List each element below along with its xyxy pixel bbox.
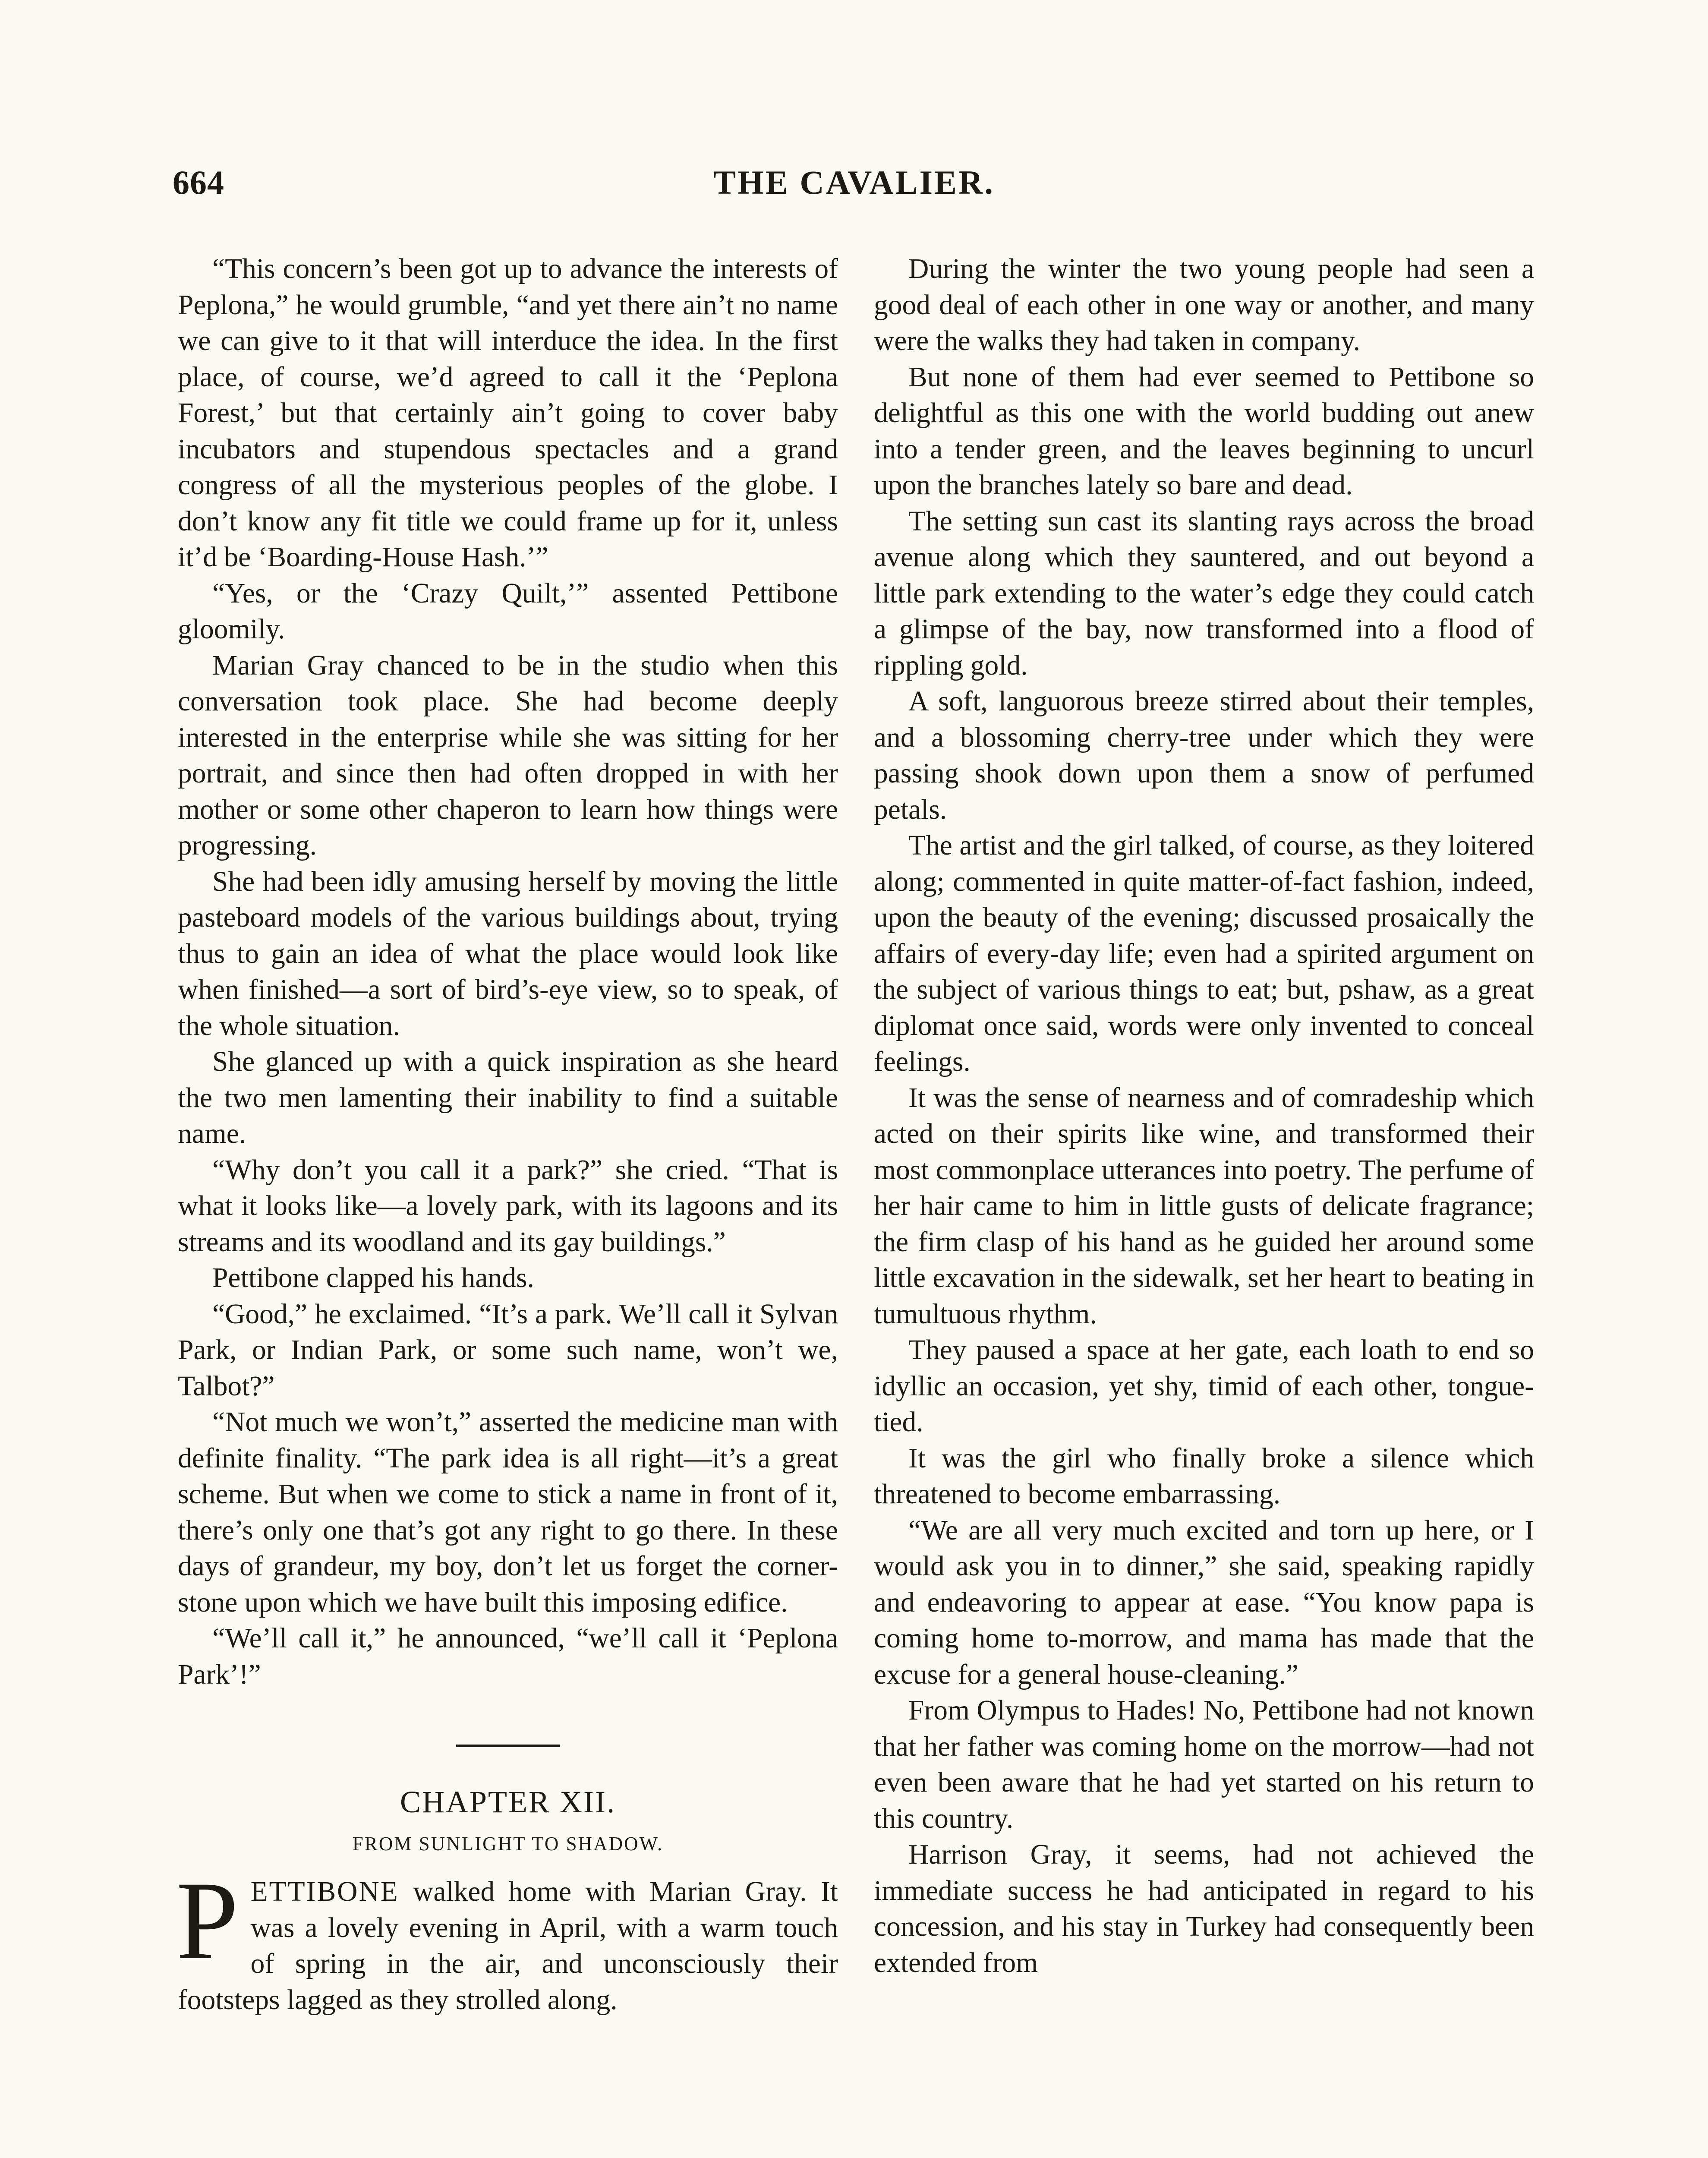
paragraph: “Yes, or the ‘Crazy Quilt,’” assented Pettibone gloomily. [178,577,838,645]
paragraph: “We’ll call it,” he announced, “we’ll call it ‘Peplona Park’!” [178,1623,838,1690]
paragraph: Marian Gray chanced to be in the studio when this conversation took place. She had become deeply interested in the enterprise while she was sitting for her portrait, and since then had often dropped in with her mother or some other chaperon to learn how things were progressing. [178,650,838,861]
paragraph: She glanced up with a quick inspiration as she heard the two men lamenting their inability to find a suitable name. [178,1046,838,1149]
chapter-divider-rule [456,1745,560,1747]
opening-text: walked home with Marian Gray. It was a lovely evening in April, with a warm touch of spring in the air, and unconsciously their footsteps lagged as they strolled along. [178,1876,838,2016]
paragraph: “This concern’s been got up to advance the interests of Peplona,” he would grumble, “and yet there ain’t no name we can give to it that will interduce the idea. In the first place, of course, we’d agreed to call it the ‘Peplona Forest,’ but that certainly ain’t going to cover baby incubators and stupendous spectacles and a grand congress of all the mysterious peoples of the globe. I don’t know any fit title we could frame up for it, unless it’d be ‘Boarding-House Hash.’” [178,253,838,573]
paragraph: Pettibone clapped his hands. [212,1262,534,1294]
left-column [178,251,838,2018]
paragraph: “We are all very much excited and torn up here, or I would ask you in to dinner,” she said, speaking rapidly and endeavoring to appear at ease. “You know papa is coming home to-morrow, and mama has made that the excuse for a general house-cleaning.” [874,1514,1534,1690]
paragraph: “Why don’t you call it a park?” she cried. “That is what it looks like—a lovely park, with its lagoons and its streams and its woodland and its gay buildings.” [178,1154,838,1258]
paragraph: It was the girl who finally broke a silence which threatened to become embarrassing. [874,1442,1534,1510]
paragraph: The artist and the girl talked, of course, as they loitered along; commented in quite matter-of-fact fashion, indeed, upon the beauty of the evening; discussed prosaically the affairs of every-day life; even had a spirited argument on the subject of various things to eat; but, pshaw, as a great diplomat once said, words were only invented to conceal feelings. [874,830,1534,1077]
paragraph: The setting sun cast its slanting rays across the broad avenue along which they sauntered, and out beyond a little park extending to the water’s edge they could catch a glimpse of the bay, now transformed into a flood of rippling gold. [874,505,1534,681]
running-title: THE CAVALIER. [713,164,995,201]
paragraph: But none of them had ever seemed to Pettibone so delightful as this one with the world budding out anew into a tender green, and the leaves beginning to uncurl upon the branches lately so bare and dead. [874,361,1534,501]
chapter-opening-paragraph [176,1858,838,2018]
paragraph: “Good,” he exclaimed. “It’s a park. We’ll call it Sylvan Park, or Indian Park, or some such name, won’t we, Talbot?” [178,1298,838,1402]
paragraph: “Not much we won’t,” asserted the medicine man with definite finality. “The park idea is all right—it’s a great scheme. But when we come to stick a name in front of it, there’s only one that’s got any right to go there. In these days of grandeur, my boy, don’t let us forget the corner-stone upon which we have built this imposing edifice. [178,1407,838,1618]
paragraph: She had been idly amusing herself by moving the little pasteboard models of the various buildings about, trying thus to gain an idea of what the place would look like when finished—a sort of bird’s-eye view, so to speak, of the whole situation. [178,866,838,1041]
drop-cap: P [176,1858,239,1983]
paragraph: It was the sense of nearness and of comradeship which acted on their spirits like wine, and transformed their most commonplace utterances into poetry. The perfume of her hair came to him in little gusts of delicate fragrance; the firm clasp of his hand as he guided her around some little excavation in the sidewalk, set her heart to beating in tumultuous rhythm. [874,1082,1534,1330]
paragraph: From Olympus to Hades! No, Pettibone had not known that her father was coming home on the morrow—had not even been aware that he had yet started on his return to this country. [874,1695,1534,1834]
paragraph: Harrison Gray, it seems, had not achieved the immediate success he had anticipated in regard to his concession, and his stay in Turkey had consequently been extended from [874,1839,1534,1978]
paragraph: During the winter the two young people had seen a good deal of each other in one way or another, and many were the walks they had taken in company. [874,253,1534,357]
paragraph: They paused a space at her gate, each loath to end so idyllic an occasion, yet shy, timid of each other, tongue-tied. [874,1335,1534,1438]
opening-small-caps: ETTIBONE [250,1876,399,1907]
paragraph: A soft, languorous breeze stirred about their temples, and a blossoming cherry-tree under which they were passing shook down upon them a snow of perfumed petals. [874,686,1534,825]
page-number: 664 [173,164,224,201]
chapter-title: CHAPTER XII. [400,1785,616,1819]
chapter-subtitle: FROM SUNLIGHT TO SHADOW. [352,1833,664,1855]
right-column [874,251,1534,1981]
